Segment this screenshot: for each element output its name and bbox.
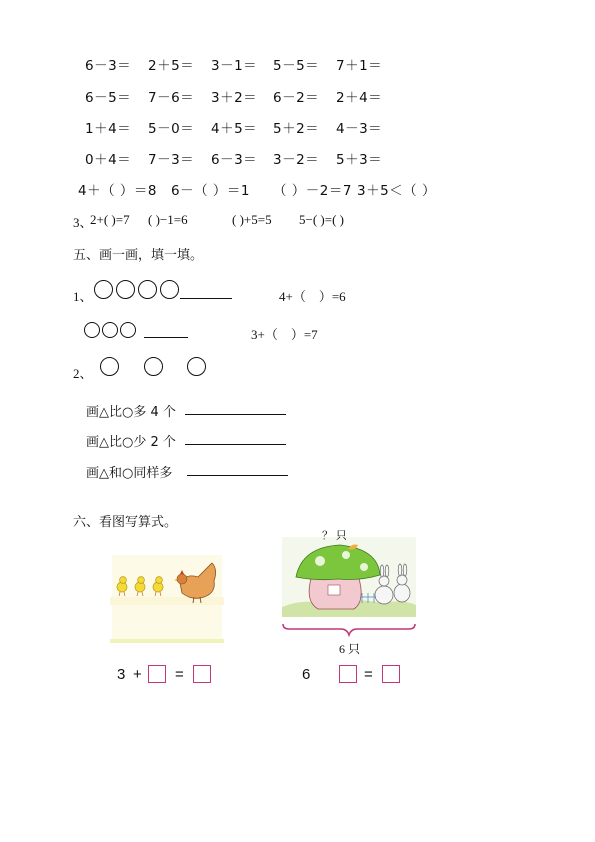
circle-icon: [138, 280, 157, 299]
circle-icon: [160, 280, 179, 299]
answer-box[interactable]: [382, 665, 400, 683]
problem-equation: 3+（ ）=7: [251, 327, 318, 342]
equation: 4＋5＝: [211, 121, 258, 137]
circle-icon: [94, 280, 113, 299]
equation: 4－3＝: [336, 121, 383, 137]
problem-equation: 4+（ ）=6: [279, 289, 346, 304]
equation: 2＋5＝: [148, 58, 195, 74]
answer-box[interactable]: [339, 665, 357, 683]
answer-line[interactable]: [180, 286, 232, 299]
fill-equation: （ ）－2＝7: [273, 183, 352, 199]
equation: 2+( )=7: [90, 212, 130, 227]
total-count-label: 6 只: [339, 642, 361, 656]
mushroom-rabbits-picture: [280, 527, 418, 619]
draw-instruction: 画△比○多 4 个: [86, 405, 176, 420]
equation: 0＋4＝: [85, 152, 132, 168]
equation: ( )−1=6: [148, 212, 188, 227]
equation: 5－0＝: [148, 121, 195, 137]
section-5-title: 五、画一画，填一填。: [73, 248, 204, 263]
equation: 6－3＝: [85, 58, 132, 74]
equation: 6－2＝: [273, 90, 320, 106]
total-brace: [282, 622, 416, 638]
draw-instruction: 画△比○少 2 个: [86, 435, 176, 450]
equation: 1＋4＝: [85, 121, 132, 137]
equation: 5－5＝: [273, 58, 320, 74]
equation: 2＋4＝: [336, 90, 383, 106]
plus-sign: +: [133, 666, 142, 683]
equation-number: 3: [117, 666, 126, 683]
equals-sign: =: [175, 666, 184, 683]
equation: 7＋1＝: [336, 58, 383, 74]
answer-box[interactable]: [148, 665, 166, 683]
answer-line[interactable]: [185, 432, 286, 445]
equation: 3＋2＝: [211, 90, 258, 106]
answer-line[interactable]: [185, 402, 286, 415]
answer-line[interactable]: [144, 325, 188, 338]
equation: 5＋2＝: [273, 121, 320, 137]
equation: 7－6＝: [148, 90, 195, 106]
equation: 6－5＝: [85, 90, 132, 106]
equation: 7－3＝: [148, 152, 195, 168]
equation: 3－1＝: [211, 58, 258, 74]
answer-box[interactable]: [193, 665, 211, 683]
circle-icon: [102, 322, 118, 338]
equals-sign: =: [364, 666, 373, 683]
equation: 5＋3＝: [336, 152, 383, 168]
circle-icon: [120, 322, 136, 338]
equation: 3－2＝: [273, 152, 320, 168]
question-label: 3、: [73, 215, 93, 230]
equation: 6－3＝: [211, 152, 258, 168]
question-count-label: ？ 只: [322, 530, 347, 542]
equation-number: 6: [302, 666, 311, 683]
problem-label: 1、: [73, 289, 93, 304]
circle-icon: [144, 357, 163, 376]
circle-icon: [100, 357, 119, 376]
equation: ( )+5=5: [232, 212, 272, 227]
circle-icon: [116, 280, 135, 299]
answer-line[interactable]: [187, 463, 288, 476]
section-6-title: 六、看图写算式。: [73, 515, 178, 530]
problem-label: 2、: [73, 366, 93, 381]
equation: 5−( )=( ): [299, 212, 344, 227]
chicks-hen-picture: [110, 553, 224, 643]
fill-equation: 6－（ ）＝1: [171, 183, 250, 199]
fill-equation: 3＋5＜（ ）: [357, 183, 436, 199]
draw-instruction: 画△和○同样多: [86, 466, 173, 481]
fill-equation: 4＋（ ）＝8: [78, 183, 157, 199]
circle-icon: [84, 322, 100, 338]
circle-icon: [187, 357, 206, 376]
